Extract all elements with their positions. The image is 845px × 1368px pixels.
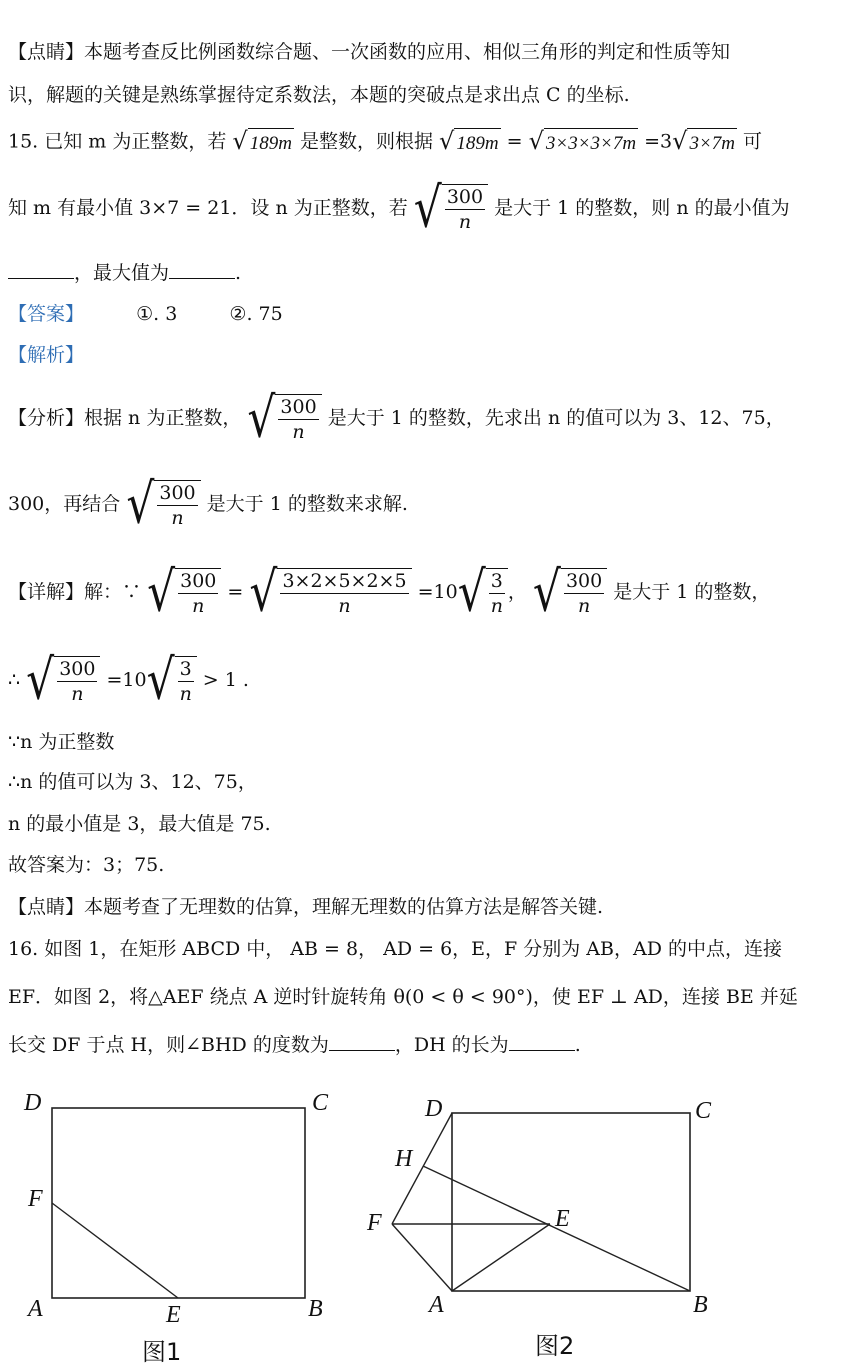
q15-text-d: 知 m 有最小值 3×7 = 21．设 n 为正整数，若 (8, 197, 408, 219)
xiangjie-text-b: 是大于 1 的整数， (613, 581, 771, 603)
fig1-label-e: E (166, 1302, 181, 1328)
answer-tag: 【答案】 (8, 303, 85, 325)
sqrt-189m-2: √ 189m (439, 126, 501, 159)
q15-text-a: 15. 已知 m 为正整数，若 (8, 130, 227, 153)
fenxi-line-2 (8, 472, 408, 537)
sqrt-300-over-n-5: √ $\frac{300}{n}$ (533, 568, 607, 618)
sqrt-189m: √ 189m (232, 126, 294, 159)
sqrt-300-over-n-4: √ $\frac{300}{n}$ (147, 568, 221, 618)
fig2-label-b: B (693, 1292, 708, 1318)
eq-sign-4: = (417, 581, 434, 603)
fig1-label-f: F (28, 1186, 43, 1212)
analysis-tag: 【解析】 (8, 344, 85, 366)
fig2-segment-fa (392, 1224, 452, 1291)
figure-2 (355, 1080, 745, 1368)
fig1-label-c: C (312, 1090, 329, 1116)
fig2-caption: 图2 (535, 1332, 575, 1360)
fig2-rectangle (452, 1113, 690, 1291)
therefore-sym: ∴ (8, 669, 21, 691)
fig2-label-d: D (425, 1096, 443, 1122)
sqrt-300-over-n-3: √ $\frac{300}{n}$ (126, 480, 200, 530)
fenxi-text-c: 300，再结合 (8, 493, 121, 515)
eq-sign-5: = (106, 669, 123, 691)
fenxi-text-a: 【分析】根据 n 为正整数， (8, 407, 242, 429)
sqrt-3-over-n: √ $\frac{3}{n}$ (458, 568, 508, 618)
fenxi-line-1 (8, 386, 785, 451)
coef-10: 10 (433, 581, 458, 603)
blank-2[interactable] (169, 260, 235, 279)
sqrt-300-over-n-6: √ $\frac{300}{n}$ (26, 656, 100, 706)
eq-sign-2: = (644, 130, 661, 153)
dianjing-text-2: 识，解题的关键是熟练掌握待定系数法，本题的突破点是求出点 C 的坐标. (8, 84, 630, 106)
step-3: n 的最小值是 3，最大值是 75. (8, 813, 271, 835)
q15-text-e: 是大于 1 的整数，则 n 的最小值为 (494, 197, 790, 219)
fig1-rectangle (52, 1108, 305, 1298)
figure-1 (0, 1080, 360, 1368)
q15-line-3 (8, 258, 241, 288)
q16-text-c-mid: ，DH 的长为 (394, 1034, 509, 1056)
fig1-label-a: A (28, 1296, 43, 1322)
step-1: ∵n 为正整数 (8, 731, 115, 753)
blank-3[interactable] (329, 1032, 395, 1051)
answer-2: ②. 75 (229, 303, 283, 325)
q16-line-3 (8, 1030, 581, 1060)
sqrt-3-over-n-2: √ $\frac{3}{n}$ (147, 656, 197, 706)
gt-one: > 1 . (202, 669, 249, 691)
dianjing-text-1: 【点睛】本题考查反比例函数综合题、一次函数的应用、相似三角形的判定和性质等知 (8, 41, 731, 63)
coef-10-2: 10 (122, 669, 147, 691)
xiangjie-text-a: 【详解】解：∵ (8, 581, 142, 603)
fig1-label-d: D (24, 1090, 42, 1116)
coef-3: 3 (660, 130, 673, 153)
fenxi-text-b: 是大于 1 的整数，先求出 n 的值可以为 3、12、75， (327, 407, 785, 429)
q15-line-1 (8, 126, 762, 159)
fig2-label-e: E (555, 1206, 570, 1232)
xiangjie-line: 【详解】解：∵ √ $\frac{300}{n}$ = √ $\frac{3\times 2\times 5\times 2\times 5}{n}$ =10 √ $\frac{3}{n}$ ， √ $\frac{300}{n}$ 是大于 1 的整数， (8, 560, 771, 625)
step-4: 故答案为：3；75. (8, 854, 165, 876)
fig1-label-b: B (308, 1296, 323, 1322)
dianjing-2: 【点睛】本题考查了无理数的估算，理解无理数的估算方法是解答关键. (8, 896, 604, 918)
fig2-label-a: A (429, 1292, 444, 1318)
blank-1[interactable] (8, 260, 74, 279)
fig2-segment-ae (452, 1224, 550, 1291)
fig2-label-c: C (695, 1098, 712, 1124)
fig2-label-f: F (367, 1210, 382, 1236)
therefore-line (8, 648, 249, 713)
q15-text-c: 可 (743, 130, 763, 153)
fig1-caption: 图1 (142, 1338, 182, 1366)
step-2: ∴n 的值可以为 3、12、75， (8, 771, 257, 793)
sqrt-37m: √ 3×7m (672, 126, 737, 159)
sqrt-3337m: √ 3×3×3×7m (529, 126, 638, 159)
fig1-segment-ef (52, 1203, 178, 1298)
q15-text-b: 是整数，则根据 (299, 130, 433, 153)
sqrt-big-over-n: √ $\frac{3\times 2\times 5\times 2\times 5}{n}$ (249, 568, 411, 618)
sqrt-300-over-n: √ $\frac{300}{n}$ (414, 184, 488, 234)
answer-1: ①. 3 (136, 303, 178, 325)
eq-sign: = (506, 130, 523, 153)
blank-4[interactable] (509, 1032, 575, 1051)
q16-text-c-end: . (574, 1034, 581, 1056)
fig2-label-h: H (395, 1146, 413, 1172)
q16-text-c: 长交 DF 于点 H，则∠BHD 的度数为 (8, 1034, 329, 1056)
q16-line-1: 16. 如图 1，在矩形 ABCD 中， AB = 8， AD = 6，E，F 分别为 AB，AD 的中点，连接 (8, 938, 782, 960)
eq-sign-3: = (227, 581, 244, 603)
answer-line (8, 299, 283, 329)
sqrt-300-over-n-2: √ $\frac{300}{n}$ (247, 394, 321, 444)
q15-line-2 (8, 176, 790, 241)
fenxi-text-d: 是大于 1 的整数来求解. (206, 493, 408, 515)
q15-text-f: ，最大值为 (74, 262, 170, 284)
q15-text-f-end: . (235, 262, 242, 284)
q16-line-2: EF．如图 2，将△AEF 绕点 A 逆时针旋转角 θ(0 < θ < 90°)，使 EF ⊥ AD，连接 BE 并延 (8, 986, 798, 1008)
